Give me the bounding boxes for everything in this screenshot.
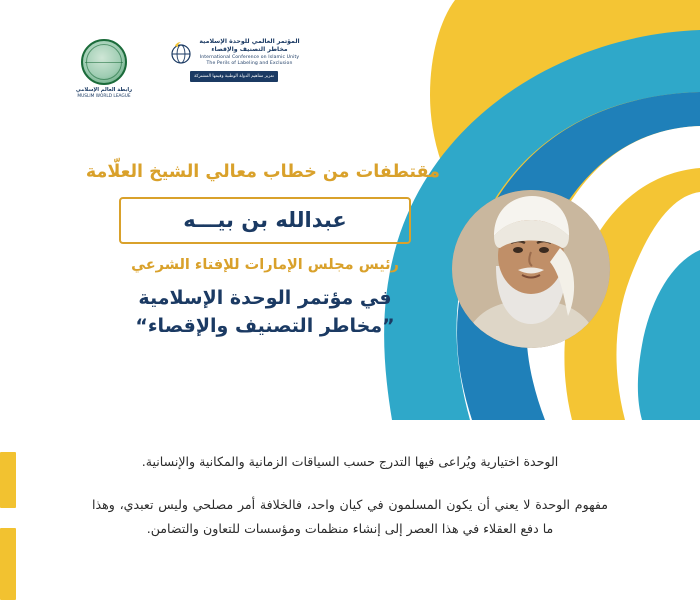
- event-line-1: في مؤتمر الوحدة الإسلامية: [138, 286, 392, 309]
- conference-logo-ribbon: [190, 71, 278, 82]
- quotes-section: [0, 450, 700, 560]
- conference-logo-arabic-line-2: مخاطر التصنيف والإقصاء: [211, 46, 288, 54]
- speaker-name-box: [119, 197, 411, 244]
- headline-kicker: مقتطفات من خطاب معالي الشيخ العلّامة: [85, 162, 440, 182]
- mwl-english-name: MUSLIM WORLD LEAGUE: [77, 93, 131, 99]
- muslim-world-league-logo: [62, 38, 146, 100]
- conference-logo-english-line-2: The Perils of Labeling and Exclusion: [206, 60, 293, 66]
- conference-ribbon-arabic: تعزيز مفاهيم الدولة الوطنية وقيمها المشتركة: [194, 73, 274, 79]
- speaker-name: عبدالله بن بيـــه: [183, 207, 347, 232]
- event-line-2: ”مخاطر التصنيف والإقصاء“: [135, 314, 395, 337]
- speaker-title: رئيس مجلس الإمارات للإفتاء الشرعي: [131, 256, 399, 273]
- quote-text: مفهوم الوحدة لا يعني أن يكون المسلمون في كيان واحد، فالخلافة أمر مصلحي وليس تعبدي، وهذا ما دفع العقلاء في هذا العصر إلى إنشاء منظمات ومؤسسات للتعاون والتضامن.: [92, 496, 608, 537]
- conference-logo: [160, 38, 308, 100]
- logo-row: [62, 38, 308, 100]
- globe-icon: [168, 40, 194, 66]
- conference-logo-english-line-1: International Conference on Islamic Unity: [199, 54, 300, 60]
- mwl-arabic-name: رابطة العالم الإسلامي: [75, 86, 133, 93]
- conference-logo-arabic-line-1: المؤتمر العالمي للوحدة الإسلامية: [199, 38, 300, 45]
- globe-emblem-icon: [81, 39, 127, 85]
- speaker-portrait: [452, 190, 610, 348]
- quote-text: الوحدة اختيارية ويُراعى فيها التدرج حسب السياقات الزمانية والمكانية والإنسانية.: [141, 454, 559, 469]
- quote-item: [0, 493, 700, 542]
- headline-block: [85, 160, 440, 337]
- quote-item: [0, 450, 700, 475]
